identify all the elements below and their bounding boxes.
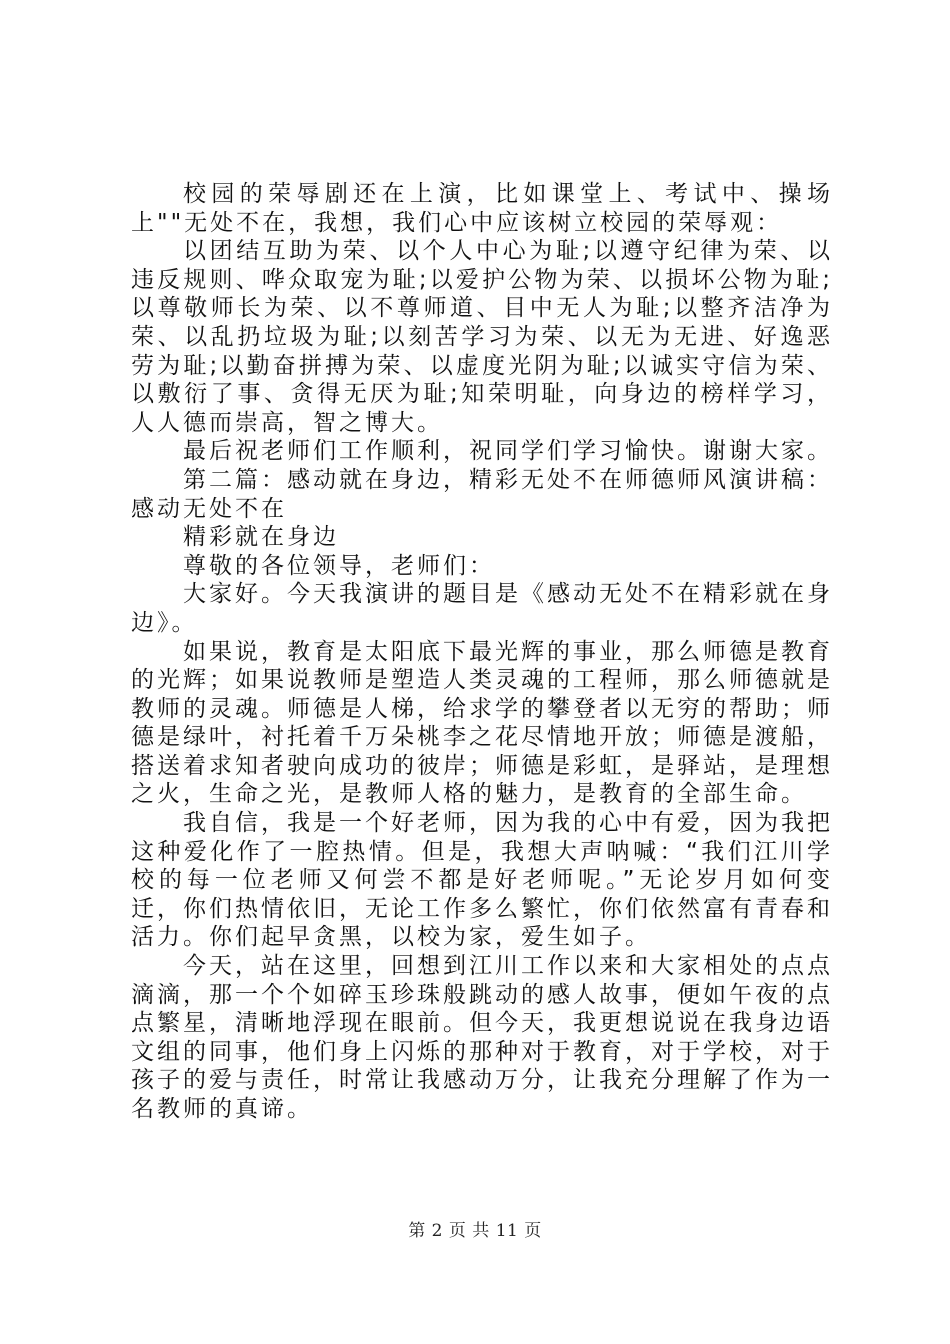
paragraph-greeting: 大家好。今天我演讲的题目是《感动无处不在精彩就在身边》。 (131, 581, 833, 636)
paragraph-salutation: 尊敬的各位领导，老师们： (183, 552, 495, 579)
paragraph-campus-honor: 校园的荣辱剧还在上演，比如课堂上、考试中、操场上""无处不在，我想，我们心中应该树立校园的荣辱观： (131, 181, 833, 236)
paragraph-teacher-ethics: 如果说，教育是太阳底下最光辉的事业，那么师德是教育的光辉；如果说教师是塑造人类灵魂的工程师，那么师德就是教师的灵魂。师德是人梯，给求学的攀登者以无穷的帮助；师德是绿叶，衬托着千万朵桃李之花尽情地开放；师德是渡船，搭送着求知者驶向成功的彼岸；师德是彩虹，是驿站，是理想之火，生命之光，是教师人格的魅力，是教育的全部生命。 (131, 638, 833, 808)
paragraph-good-teacher: 我自信，我是一个好老师，因为我的心中有爱，因为我把这种爱化作了一腔热情。但是，我想大声呐喊：“我们江川学校的每一位老师又何尝不都是好老师呢。”无论岁月如何变迁，你们热情依旧，无论工作多么繁忙，你们依然富有青春和活力。你们起早贪黑，以校为家，爱生如子。 (131, 810, 833, 951)
paragraph-section-title: 第二篇：感动就在身边，精彩无处不在师德师风演讲稿：感动无处不在 (131, 466, 833, 522)
page-footer: 第 2 页 共 11 页 (408, 1221, 542, 1241)
paragraph-honor-list: 以团结互助为荣、以个人中心为耻;以遵守纪律为荣、以违反规则、哗众取宠为耻;以爱护公物为荣、以损坏公物为耻;以尊敬师长为荣、以不尊师道、目中无人为耻;以整齐洁净为荣、以乱扔垃圾为耻;以刻苦学习为荣、以无为无进、好逸恶劳为耻;以勤奋拼搏为荣、以虚度光阴为耻;以诚实守信为荣、以敷衍了事、贪得无厌为耻;知荣明耻，向身边的榜样学习，人人德而崇高，智之博大。 (131, 238, 833, 436)
paragraph-closing-wishes: 最后祝老师们工作顺利，祝同学们学习愉快。谢谢大家。 (183, 438, 833, 465)
paragraph-subtitle: 精彩就在身边 (183, 524, 339, 551)
document-body (131, 180, 833, 1124)
paragraph-colleagues: 今天，站在这里，回想到江川工作以来和大家相处的点点滴滴，那一个个如碎玉珍珠般跳动的感人故事，便如午夜的点点繁星，清晰地浮现在眼前。但今天，我更想说说在我身边语文组的同事，他们身上闪烁的那种对于教育，对于学校，对于孩子的爱与责任，时常让我感动万分，让我充分理解了作为一名教师的真谛。 (131, 953, 833, 1122)
